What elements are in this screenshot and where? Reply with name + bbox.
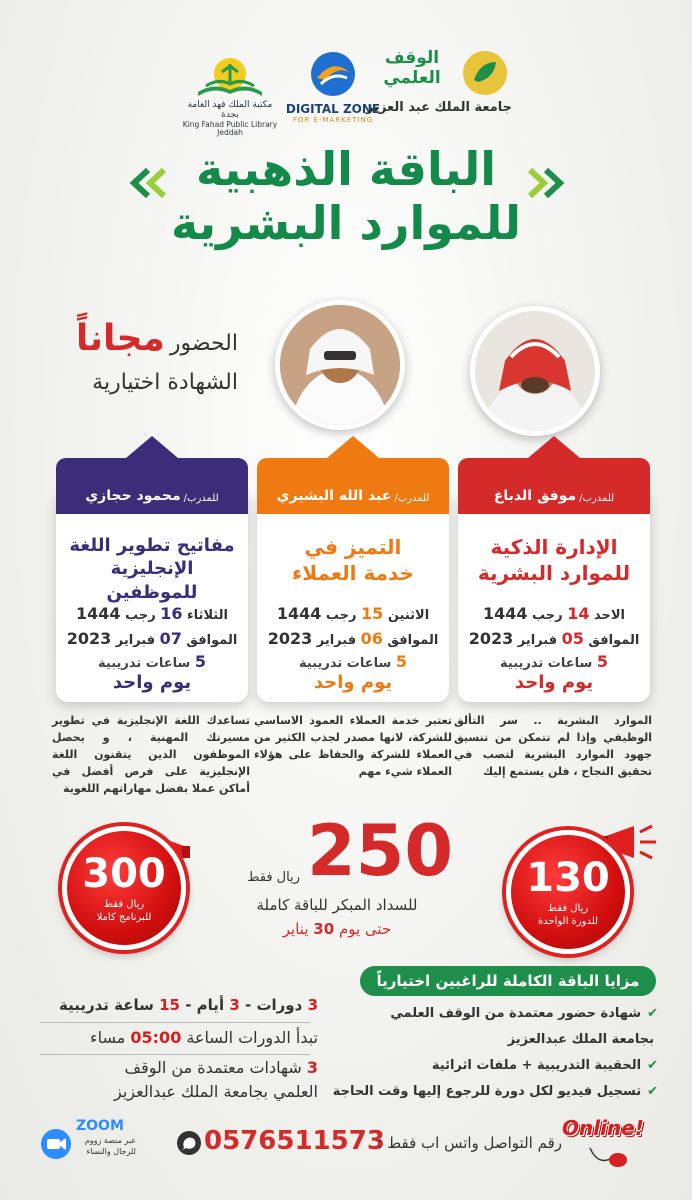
price-badge-full: [62, 826, 186, 950]
trainer-prefix: للمدرب/: [394, 493, 430, 504]
hijri-year: 1444: [276, 604, 322, 623]
trainer-prefix: للمدرب/: [579, 493, 615, 504]
hours-label: ساعات تدريبية: [98, 656, 191, 671]
digital-zone-mark: [309, 50, 357, 98]
course-date: [267, 602, 439, 652]
trainer-name: موفق الدباغ: [493, 488, 577, 504]
title-line-1: الباقة الذهبية: [195, 142, 497, 196]
attendance-prefix: الحضور: [169, 331, 238, 356]
hours-label: ساعات تدريبية: [299, 656, 392, 671]
kfpl-logo: [180, 52, 280, 138]
hijri-month: رجب: [532, 608, 563, 623]
single-price-currency: ريال فقط: [547, 903, 589, 914]
features-heading: مزايا الباقة الكاملة للراغبين اختيارياً: [360, 966, 656, 996]
summary-line-2: [22, 1028, 318, 1047]
course-title: [464, 534, 644, 586]
course-description-2: تعتبر خدمة العملاء العمود الاساسي للشركة، لانها مصدر لجذب الكثير من العملاء للشركة والحفاظ على هؤلاء العملاء شيء مهم: [254, 714, 452, 779]
early-price-deadline: [214, 920, 460, 938]
trainer-card-3: [56, 490, 248, 702]
greg-prefix: الموافق: [186, 632, 238, 648]
days-label: أيام -: [185, 996, 225, 1014]
summary-line-4: العلمي بجامعة الملك عبدالعزيز: [114, 1082, 318, 1101]
certificate-optional: الشهادة اختيارية: [92, 370, 238, 395]
waqf-university: جامعة الملك عبد العزيز: [366, 100, 512, 115]
hours-count: 15: [159, 996, 180, 1014]
hijri-day: 16: [160, 604, 183, 623]
greg-day: 06: [360, 628, 383, 648]
course-duration: يوم واحد: [313, 672, 393, 693]
contact-phone[interactable]: 0576511573: [204, 1126, 385, 1156]
whatsapp-icon: [176, 1130, 202, 1156]
hijri-month: رجب: [125, 608, 156, 623]
hours-label: ساعات تدريبية: [500, 656, 593, 671]
hours-number: 5: [596, 652, 608, 671]
zoom-platform: عبر منصة زووم: [84, 1136, 136, 1145]
start-time-suffix: مساء: [90, 1028, 126, 1047]
early-price-currency: ريال فقط: [247, 870, 300, 885]
kfpl-name-ar: مكتبة الملك فهد العامة بجدة: [187, 100, 273, 121]
check-icon: ✔: [647, 1006, 658, 1021]
greg-day: 07: [159, 628, 182, 648]
feature-item-3: [333, 1084, 658, 1099]
start-time: 05:00: [130, 1028, 182, 1047]
course-title-line-1: الإدارة الذكية: [490, 535, 618, 559]
digital-zone-tagline: FOR E-MARKETING: [292, 116, 374, 124]
trainer-card-header: [257, 458, 449, 514]
course-hours: [56, 652, 248, 671]
summary-line-1: [22, 996, 318, 1014]
greg-month: فبراير: [115, 632, 156, 648]
attendance-free: مجاناً: [76, 318, 165, 359]
feature-text: شهادة حضور معتمدة من الوقف العلمي: [390, 1006, 642, 1021]
hijri-day: 14: [567, 604, 590, 623]
certificates-label: شهادات معتمدة من الوقف: [124, 1058, 302, 1077]
attendance-line: [48, 318, 238, 359]
trainer-photo-1: [470, 306, 600, 436]
course-date: [468, 602, 640, 652]
trainer-card-1: [458, 490, 650, 702]
greg-year: 2023: [468, 628, 514, 648]
online-label: Online!: [562, 1116, 644, 1140]
greg-month: فبراير: [517, 632, 558, 648]
course-title: [62, 534, 242, 604]
feature-item-1: [390, 1006, 658, 1021]
greg-day: 05: [561, 628, 584, 648]
contact-label: رقم التواصل واتس اب فقط :: [377, 1134, 562, 1152]
course-date: [66, 602, 238, 652]
single-price-note: للدورة الواحدة: [537, 916, 599, 927]
check-icon: ✔: [647, 1058, 658, 1073]
days-count: 3: [229, 996, 240, 1014]
book-icon: [180, 52, 280, 96]
trainer-card-2: [257, 490, 449, 702]
deadline-prefix: حتى يوم: [338, 920, 392, 938]
course-description-3: تساعدك اللغة الإنجليزية في تطوير مسيرتك المهنية ، و يحصل الموظفون الذين يتقنون اللغة الإنجليزية على فرص أفضل في أماكن عملا بفضل مهاراتهم اللغوية: [52, 714, 250, 796]
feature-text: تسجيل فيديو لكل دورة للرجوع إليها وقت الحاجة: [332, 1084, 642, 1099]
full-price: 300: [82, 851, 166, 897]
zoom-camera-icon: [40, 1128, 72, 1160]
course-hours: [458, 652, 650, 671]
early-price-amount: 250: [306, 810, 454, 892]
feature-item-1b: بجامعة الملك عبدالعزيز: [507, 1032, 654, 1047]
greg-year: 2023: [66, 628, 112, 648]
feature-text: الحقيبة التدريبية + ملفات اثرائية: [431, 1058, 642, 1073]
check-icon: ✔: [647, 1084, 658, 1099]
price-badge-single: [506, 830, 630, 954]
hijri-day: 15: [361, 604, 384, 623]
start-time-prefix: تبدأ الدورات الساعة: [186, 1028, 318, 1047]
day-name: الثلاثاء: [187, 608, 228, 623]
kfpl-name-en: King Fahad Public Library Jeddah: [182, 119, 278, 138]
course-title-line-2: الإنجليزية للموظفين: [106, 558, 198, 603]
trainer-card-header: [458, 458, 650, 514]
single-price: 130: [526, 855, 610, 901]
divider: [40, 1022, 310, 1023]
trainer-name: محمود حجازي: [85, 488, 181, 504]
courses-label: دورات -: [245, 996, 303, 1014]
summary-line-3: [22, 1058, 318, 1077]
trainer-prefix: للمدرب/: [183, 493, 219, 504]
trainer-name: عبد الله البشيري: [276, 488, 392, 504]
feature-item-2: [432, 1058, 658, 1073]
courses-count: 3: [307, 996, 318, 1014]
deadline-day: 30: [313, 920, 335, 938]
course-duration: يوم واحد: [112, 672, 192, 693]
course-description-1: الموارد البشرية .. سر التألق الوظيفي وإذا لم تتمكن من تنسيق جهود الموارد البشرية لتصب في تحقيق النجاح ، فلن يستمع إليك: [454, 714, 652, 779]
day-name: الاحد: [594, 608, 626, 623]
hijri-year: 1444: [482, 604, 528, 623]
mouse-icon: [588, 1144, 628, 1170]
certificates-count: 3: [306, 1058, 318, 1077]
course-duration: يوم واحد: [514, 672, 594, 693]
hijri-month: رجب: [325, 608, 357, 623]
zoom-audience: للرجال والنساء: [86, 1147, 136, 1156]
waqf-leaf-icon: [460, 48, 510, 98]
early-price-note: للسداد المبكر للباقة كاملة: [256, 896, 418, 914]
full-price-note: للبرنامج كاملا: [96, 912, 152, 923]
greg-year: 2023: [267, 628, 313, 648]
course-title-line-1: مفاتيح تطوير اللغة: [69, 535, 235, 556]
day-name: الاثنين: [387, 608, 430, 623]
waqf-name: الوقف العلمي: [383, 48, 441, 88]
course-title-line-2: للموارد البشرية: [477, 561, 631, 585]
hours-number: 5: [194, 652, 206, 671]
greg-prefix: الموافق: [387, 632, 439, 648]
deadline-month: يناير: [282, 920, 309, 938]
waqf-logo: [364, 44, 514, 134]
course-title-line-1: التميز في: [304, 535, 402, 559]
title-line-2: للموارد البشرية: [170, 196, 521, 250]
divider: [40, 1054, 310, 1055]
greg-month: فبراير: [316, 632, 357, 648]
hours-label: ساعة تدريبية: [59, 996, 154, 1014]
zoom-name: ZOOM: [76, 1118, 124, 1134]
digital-zone-name: DIGITAL ZONE: [285, 102, 381, 116]
course-hours: [257, 652, 449, 671]
course-title-line-2: خدمة العملاء: [292, 561, 414, 585]
hours-number: 5: [395, 652, 407, 671]
hijri-year: 1444: [76, 604, 121, 623]
course-title: [263, 534, 443, 586]
trainer-photo-3: [275, 300, 405, 430]
trainer-card-header: [56, 458, 248, 514]
full-price-currency: ريال فقط: [103, 899, 145, 910]
greg-prefix: الموافق: [588, 632, 640, 648]
online-badge: [562, 1116, 662, 1176]
